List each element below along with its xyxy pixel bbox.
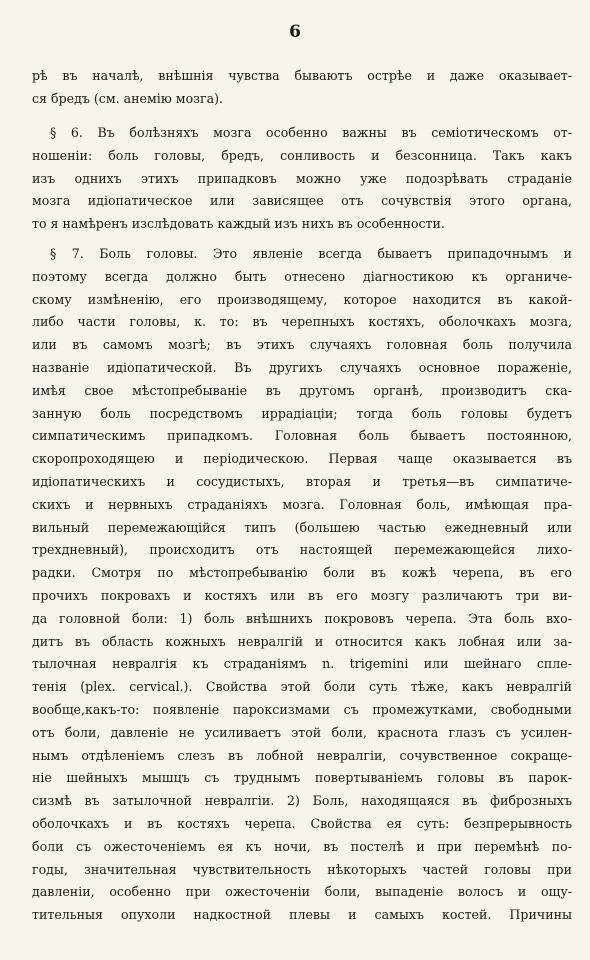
text-line: мозга идіопатическое или зависящее отъ сочувствія этого органа, [32,193,572,209]
text-line: сизмѣ въ затылочной невралгіи. 2) Боль, находящаяся въ фиброзныхъ [32,793,572,809]
text-line: ся бредъ (см. анемію мозга). [32,90,224,106]
text-line: или въ самомъ мозгѣ; въ этихъ случаяхъ головная боль получила [32,337,572,353]
text-line: давленіи, особенно при ожесточеніи боли, выпаденіе волосъ и ощу- [32,884,572,900]
text-line: § 6. Въ болѣзняхъ мозга особенно важны въ семіотическомъ от- [50,125,572,140]
text-line: тенія (plex. cervical.). Свойства этой боли суть тѣже, какъ невралгій [32,679,572,695]
text-line: трехдневный), происходитъ отъ настоящей перемежающейся лихо- [32,542,572,558]
text-line: годы, значительная чувствительность нѣкоторыхъ частей головы при [32,861,572,877]
text-line: названіе идіопатической. Въ другихъ случаяхъ основное пораженіе, [32,359,572,375]
text-line: занную боль посредствомъ иррадіаціи; тогда боль головы будетъ [32,405,572,421]
text-line: ношеніи: боль головы, бредъ, сонливость и безсонница. Такъ какъ [32,147,572,163]
text-line: имѣя свое мѣстопребываніе въ другомъ органѣ, производитъ ска- [32,382,572,398]
text-line: симпатическимъ припадкомъ. Головная боль бываетъ постоянною, [32,428,572,444]
text-line: изъ однихъ этихъ припадковъ можно уже подозрѣвать страданіе [32,170,572,186]
text-line: тительныя опухоли надкостной плевы и самыхъ костей. Причины [32,907,572,923]
paragraph-continuation [32,65,572,111]
text-line: вообще,какъ-то: появленіе пароксизмами съ промежутками, свободными [32,701,572,717]
text-line: дитъ въ область кожныхъ невралгій и относится какъ лобная или за- [32,633,572,649]
paragraph-section-6 [32,122,572,236]
text-line: поэтому всегда должно быть отнесено діагностикою къ органиче- [32,268,572,284]
text-line: скоропроходящею и періодическою. Первая чаще оказывается въ [32,451,572,467]
text-line: оболочкахъ и въ костяхъ черепа. Свойства ея суть: безпрерывность [32,815,572,831]
text-line: § 7. Боль головы. Это явленіе всегда бываетъ припадочнымъ и [50,246,572,261]
text-line: рѣ въ началѣ, внѣшнія чувства бываютъ острѣе и даже оказывает- [32,68,572,83]
text-line: тылочная невралгія къ страданіямъ n. trigemini или шейнаго спле- [32,656,572,672]
text-line: радки. Смотря по мѣстопребыванію боли въ кожѣ черепа, въ его [32,565,572,581]
text-line: боли съ ожесточеніемъ ея къ ночи, въ постелѣ и при перемѣнѣ по- [32,838,572,854]
text-line: прочихъ покровахъ и костяхъ или въ его мозгу различаютъ три ви- [32,587,572,603]
text-line: вильный перемежающійся типъ (большею частью ежедневный или [32,519,572,535]
text-line: то я намѣренъ изслѣдовать каждый изъ нихъ въ особенности. [32,216,445,232]
text-line: идіопатическихъ и сосудистыхъ, вторая и третья—въ симпатиче- [32,473,572,489]
text-line: либо части головы, к. то: въ черепныхъ костяхъ, оболочкахъ мозга, [32,314,572,330]
text-line: да головной боли: 1) боль внѣшнихъ покрововъ черепа. Эта боль вхо- [32,610,572,626]
paragraph-section-7 [32,243,572,927]
text-line: отъ боли, давленіе не усиливаетъ этой боли, краснота глазъ съ усилен- [32,724,572,740]
text-line: нымъ отдѣленіемъ слезъ въ лобной невралгіи, сочувственное сокраще- [32,747,572,763]
text-line: скихъ и нервныхъ страданіяхъ мозга. Головная боль, имѣющая пра- [32,496,572,512]
text-line: ніе шейныхъ мышцъ съ труднымъ повертываніемъ головы въ парок- [32,770,572,786]
text-line: скому измѣненію, его производящему, которое находится въ какой- [32,291,572,307]
page-number: 6 [289,22,301,42]
